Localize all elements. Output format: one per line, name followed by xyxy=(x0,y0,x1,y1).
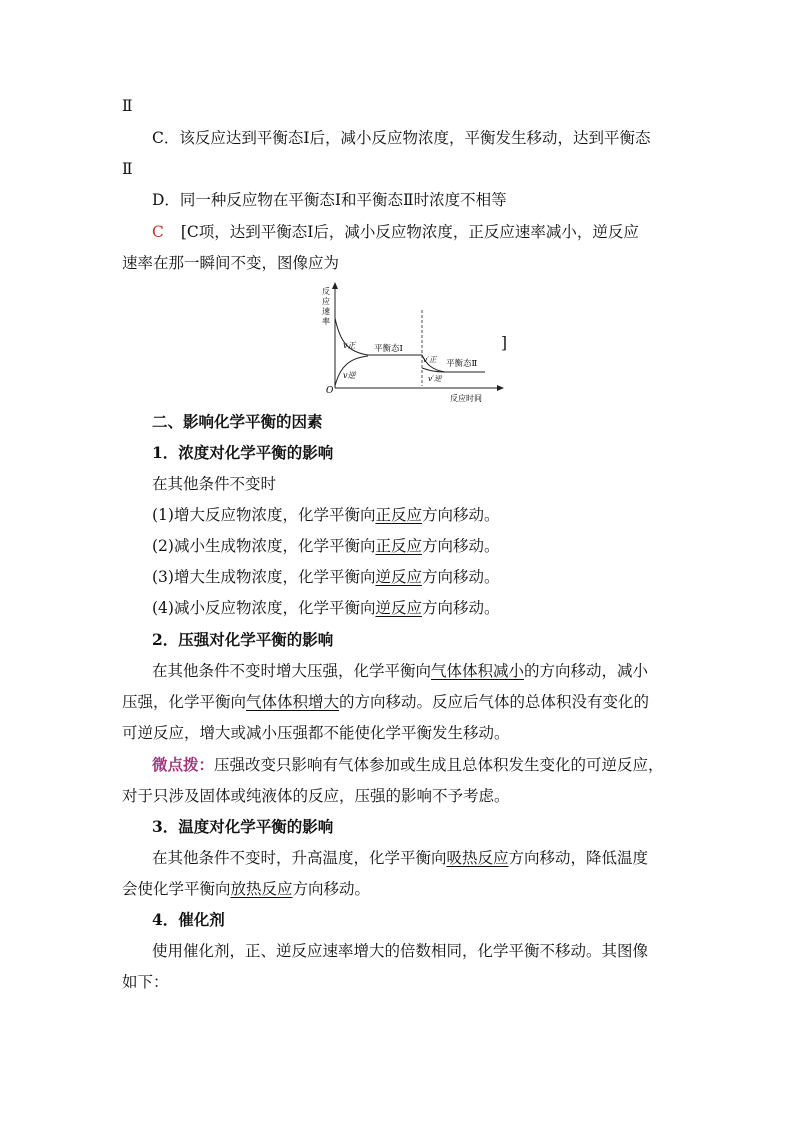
s3-p1-post: 方向移动，降低温度 xyxy=(508,849,649,867)
s3-p1-pre: 在其他条件不变时，升高温度，化学平衡向 xyxy=(152,849,447,867)
s3-p1-key: 吸热反应 xyxy=(446,849,509,867)
answer-letter: C xyxy=(152,223,164,241)
tip-text1: 压强改变只影响有气体参加或生成且总体积发生变化的可逆反应， xyxy=(214,756,664,774)
ylabel-char-3: 速 xyxy=(322,307,330,316)
tip-label: 微点拨： xyxy=(152,755,215,774)
s1-item-4-key: 逆反应 xyxy=(375,599,422,617)
state1-label: 平衡态Ⅰ xyxy=(374,344,403,354)
s2-tip-line1 xyxy=(152,755,664,775)
s2-title: 2．压强对化学平衡的影响 xyxy=(152,630,334,649)
x-axis-arrow xyxy=(497,385,504,391)
v-forward-label: v正 xyxy=(343,341,356,350)
option-d: D．同一种反应物在平衡态Ⅰ和平衡态Ⅱ时浓度不相等 xyxy=(152,191,507,209)
s1-item-3-pre: (3)增大生成物浓度，化学平衡向 xyxy=(152,568,376,586)
xlabel: 反应时间 xyxy=(450,394,482,403)
s1-item-1 xyxy=(152,505,500,525)
s1-item-4-pre: (4)减小反应物浓度，化学平衡向 xyxy=(152,599,376,617)
answer-line1 xyxy=(152,222,639,242)
s1-item-4-post: 方向移动。 xyxy=(421,599,500,617)
y-axis-arrow xyxy=(332,282,338,289)
s2-p1-key: 气体体积减小 xyxy=(431,662,525,680)
s2-p2-pre: 压强，化学平衡向 xyxy=(122,693,247,711)
s2-tip-line2: 对于只涉及固体或纯液体的反应，压强的影响不予考虑。 xyxy=(122,787,510,805)
s1-item-2-key: 正反应 xyxy=(375,537,422,555)
v-forward-prime-label: v′正 xyxy=(423,355,437,364)
s2-p1-pre: 在其他条件不变时增大压强，化学平衡向 xyxy=(152,662,432,680)
state2-label: 平衡态Ⅱ xyxy=(446,359,478,369)
ylabel-char-4: 率 xyxy=(322,317,330,326)
option-c-line2: Ⅱ xyxy=(122,160,133,178)
s1-item-1-key: 正反应 xyxy=(375,506,422,524)
s1-item-4 xyxy=(152,598,500,618)
s1-item-3-key: 逆反应 xyxy=(375,568,422,586)
answer-line2: 速率在那一瞬间不变，图像应为 xyxy=(122,254,340,272)
s3-para-line1 xyxy=(152,848,648,868)
s2-p2-post: 的方向移动。反应后气体的总体积没有变化的 xyxy=(339,693,650,711)
s2-para-line1 xyxy=(152,661,648,681)
s2-p1-post: 的方向移动，减小 xyxy=(524,662,649,680)
s4-title: 4．催化剂 xyxy=(152,910,225,929)
rate-time-figure xyxy=(310,280,510,408)
s3-title: 3．温度对化学平衡的影响 xyxy=(152,817,334,836)
v-reverse-prime-label: v′逆 xyxy=(428,374,442,383)
s2-p2-key: 气体体积增大 xyxy=(246,693,340,711)
answer-close-bracket: ] xyxy=(501,334,508,352)
s1-item-2-post: 方向移动。 xyxy=(421,537,500,555)
s1-item-2-pre: (2)减小生成物浓度，化学平衡向 xyxy=(152,537,376,555)
s2-para-line3: 可逆反应，增大或减小压强都不能使化学平衡发生移动。 xyxy=(122,724,510,742)
answer-text1: [C项，达到平衡态Ⅰ后，减小反应物浓度，正反应速率减小，逆反应 xyxy=(180,223,639,241)
s4-para-line1: 使用催化剂，正、逆反应速率增大的倍数相同，化学平衡不移动。其图像 xyxy=(152,942,649,960)
s1-title: 1．浓度对化学平衡的影响 xyxy=(152,443,334,462)
s1-item-3-post: 方向移动。 xyxy=(421,568,500,586)
section-title: 二、影响化学平衡的因素 xyxy=(152,412,323,431)
s1-item-3 xyxy=(152,567,500,587)
s3-p2-key: 放热反应 xyxy=(230,880,293,898)
v-reverse-label: v逆 xyxy=(343,371,356,380)
s1-item-1-pre: (1)增大反应物浓度，化学平衡向 xyxy=(152,506,376,524)
s3-para-line2 xyxy=(122,879,370,899)
s2-para-line2 xyxy=(122,692,649,712)
top-line: Ⅱ xyxy=(122,97,133,115)
ylabel-char-1: 反 xyxy=(322,287,330,296)
origin-label: O xyxy=(326,386,334,396)
s1-item-1-post: 方向移动。 xyxy=(421,506,500,524)
s3-p2-pre: 会使化学平衡向 xyxy=(122,880,231,898)
option-c-line1: C．该反应达到平衡态Ⅰ后，减小反应物浓度，平衡发生移动，达到平衡态 xyxy=(152,129,651,147)
s3-p2-post: 方向移动。 xyxy=(292,880,371,898)
s4-para-line2: 如下： xyxy=(122,973,169,991)
ylabel-char-2: 应 xyxy=(322,297,330,306)
s1-intro: 在其他条件不变时 xyxy=(152,475,277,493)
s1-item-2 xyxy=(152,536,500,556)
